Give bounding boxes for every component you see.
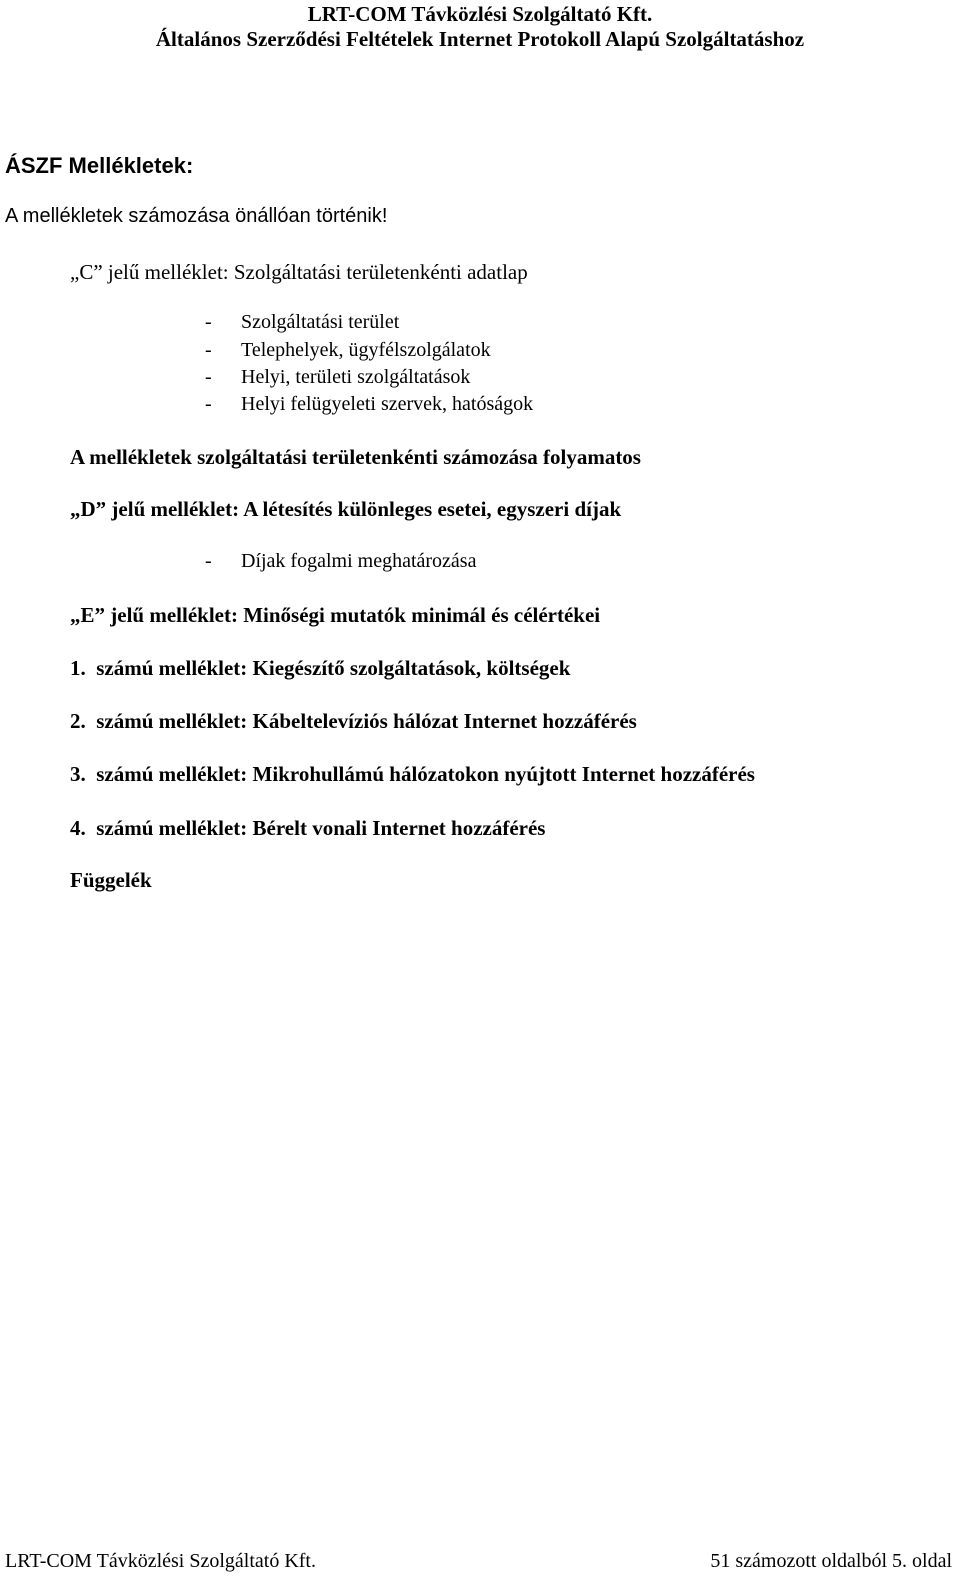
- footer-company: LRT-COM Távközlési Szolgáltató Kft.: [5, 1550, 316, 1572]
- annex-e-title: „E” jelű melléklet: Minőségi mutatók minimál és célértékei: [70, 603, 601, 627]
- list-item: - Díjak fogalmi meghatározása: [205, 550, 477, 572]
- list-item: 2. számú melléklet: Kábeltelevíziós hálózat Internet hozzáférés: [70, 709, 637, 733]
- header-subtitle: Általános Szerződési Feltételek Internet Protokoll Alapú Szolgáltatáshoz: [155, 27, 805, 51]
- list-item: 4. számú melléklet: Bérelt vonali Internet hozzáférés: [70, 816, 546, 840]
- section-title: ÁSZF Mellékletek:: [5, 153, 194, 178]
- footer-page-number: 51 számozott oldalból 5. oldal: [710, 1550, 952, 1572]
- header-company: LRT-COM Távközlési Szolgáltató Kft.: [307, 2, 653, 26]
- appendix-title: Függelék: [70, 868, 152, 892]
- annex-c-note: A mellékletek szolgáltatási területenkénti számozása folyamatos: [70, 445, 641, 469]
- list-item: 1. számú melléklet: Kiegészítő szolgáltatások, költségek: [70, 656, 571, 680]
- list-item: - Helyi felügyeleti szervek, hatóságok: [205, 393, 534, 415]
- list-item: - Helyi, területi szolgáltatások: [205, 366, 471, 388]
- list-item: - Telephelyek, ügyfélszolgálatok: [205, 339, 491, 361]
- intro-text: A mellékletek számozása önállóan történik!: [5, 205, 388, 227]
- annex-d-title: „D” jelű melléklet: A létesítés különleges esetei, egyszeri díjak: [70, 497, 622, 521]
- list-item: 3. számú melléklet: Mikrohullámú hálózatokon nyújtott Internet hozzáférés: [70, 762, 755, 786]
- annex-c-title: „C” jelű melléklet: Szolgáltatási területenkénti adatlap: [70, 260, 528, 284]
- list-item: - Szolgáltatási terület: [205, 311, 400, 333]
